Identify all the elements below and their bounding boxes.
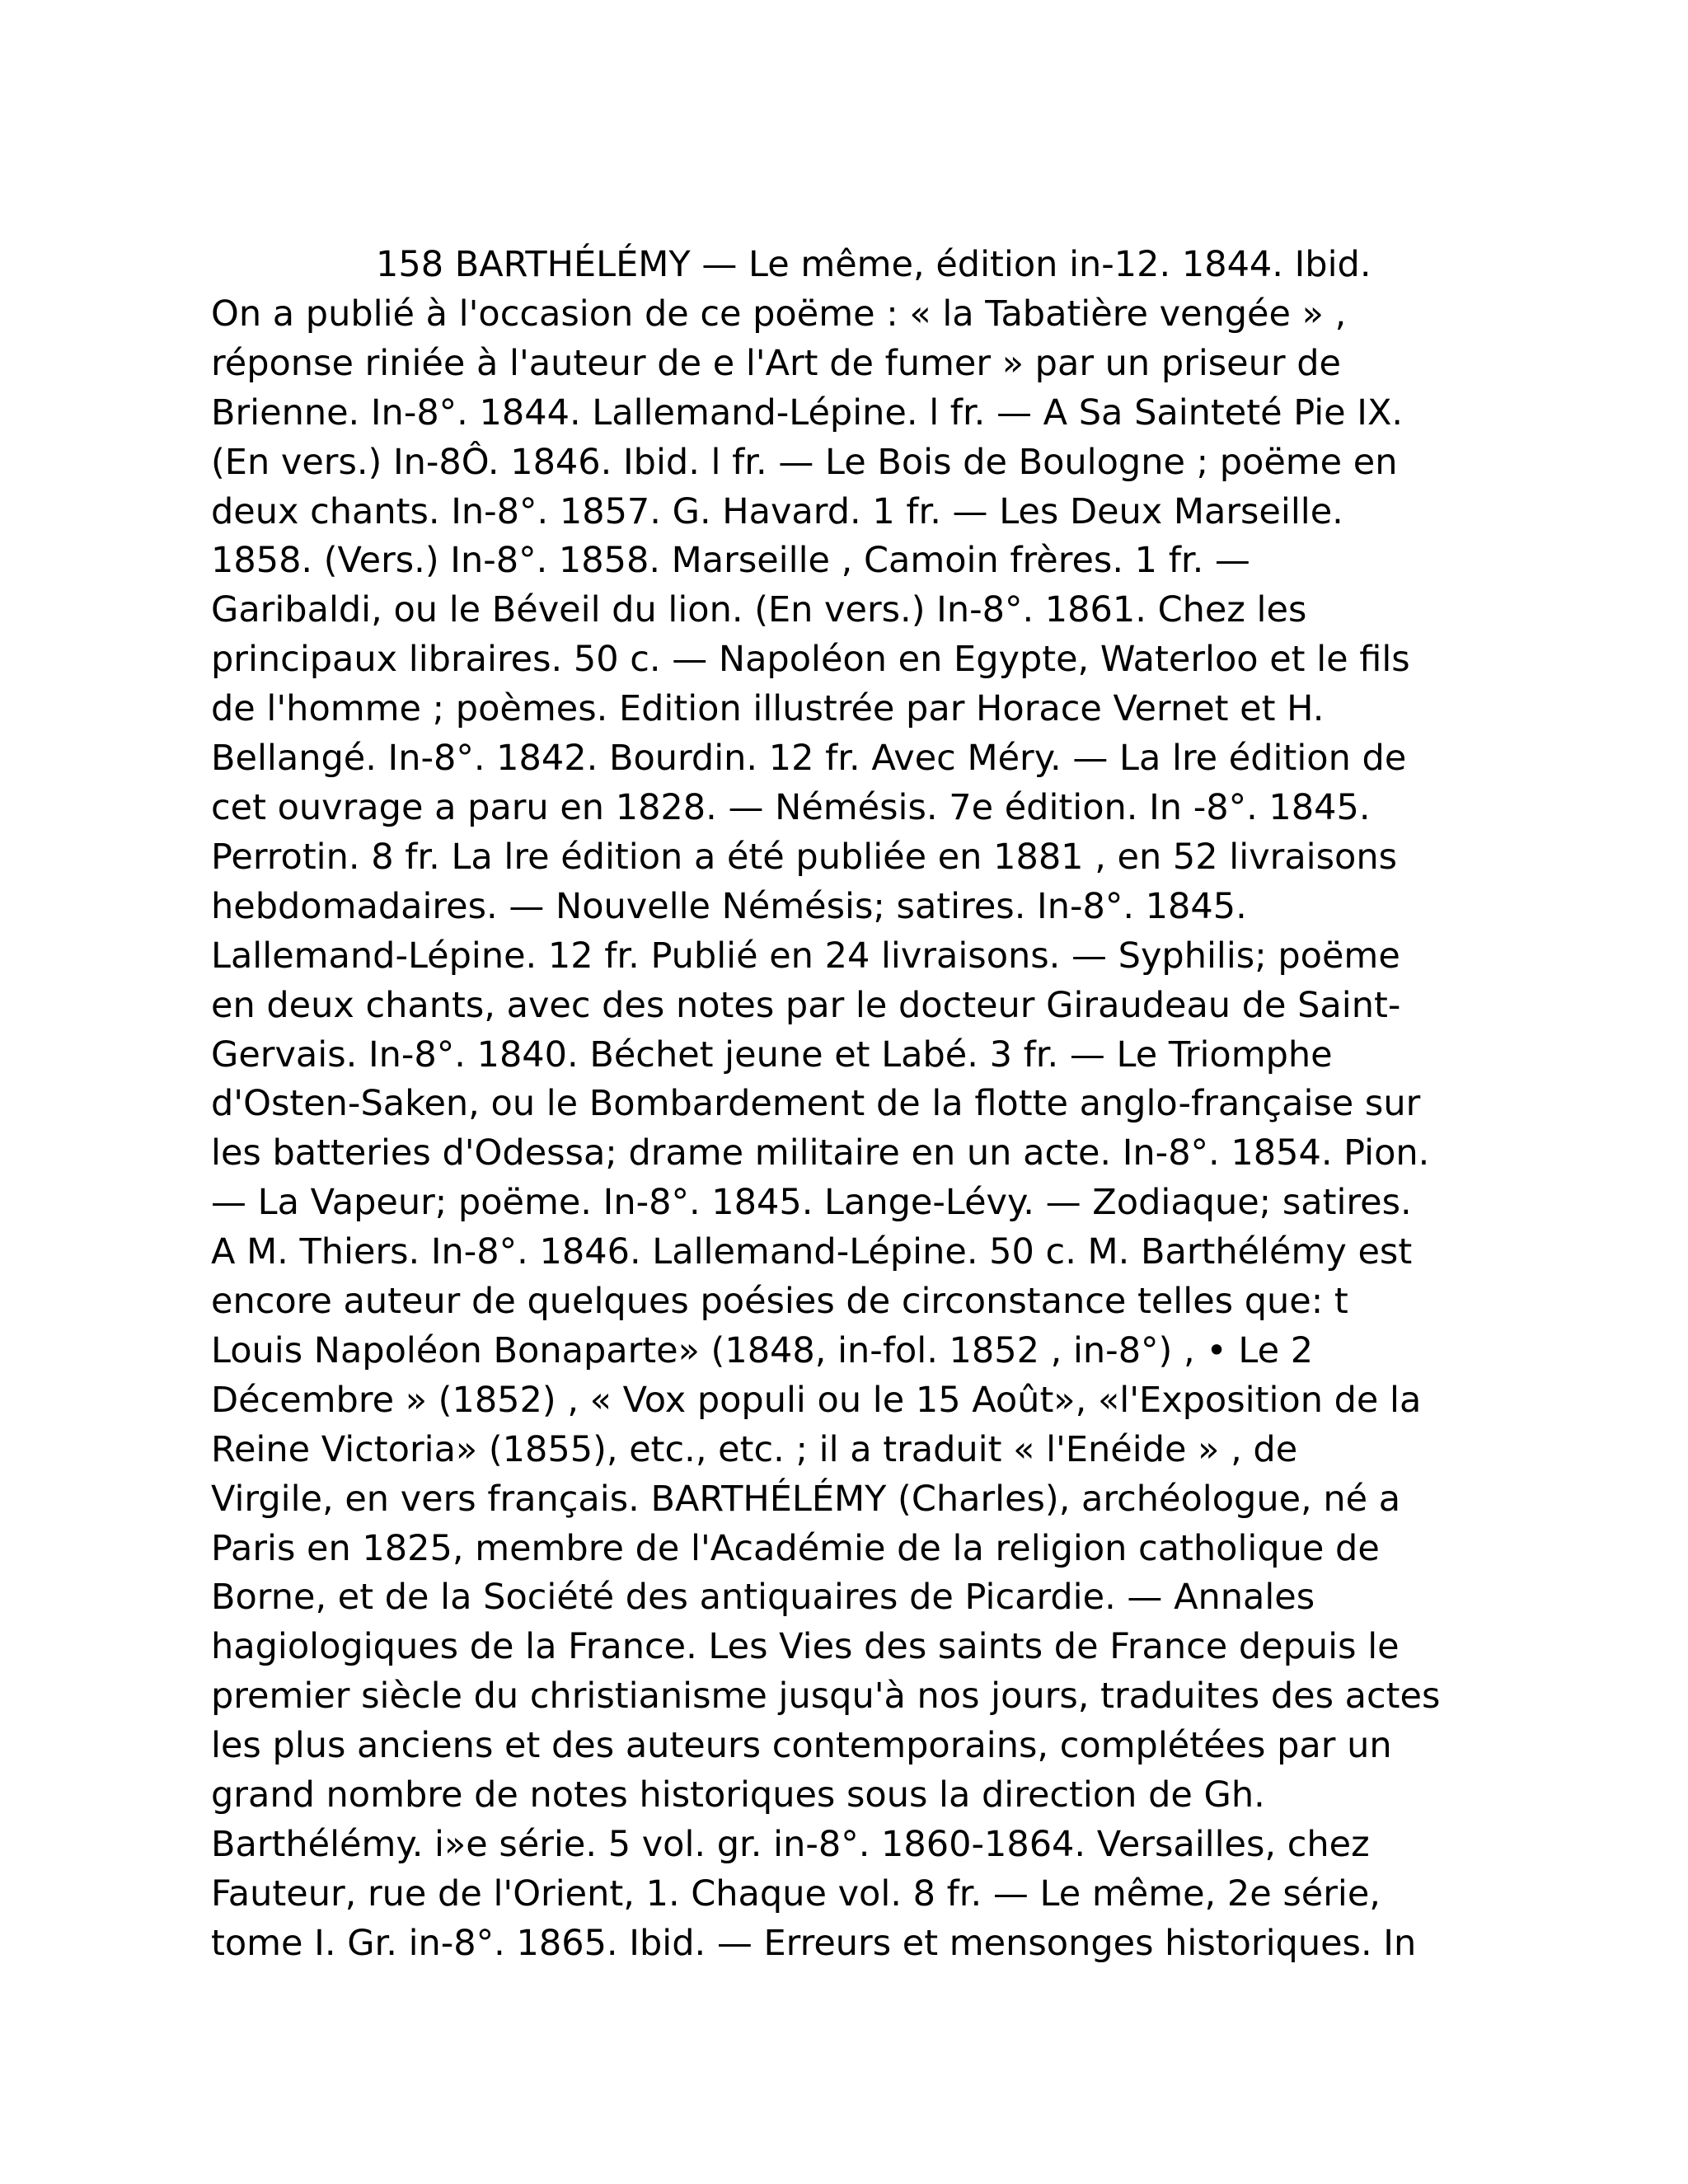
text-line: A M. Thiers. In-8°. 1846. Lallemand-Lépine. 50 c. M. Barthélémy est [211,1231,1413,1273]
text-line: — La Vapeur; poëme. In-8°. 1845. Lange-Lévy. — Zodiaque; satires. [211,1182,1412,1224]
text-line: Lallemand-Lépine. 12 fr. Publié en 24 livraisons. — Syphilis; poëme [211,935,1400,977]
text-line: Borne, et de la Société des antiquaires de Picardie. — Annales [211,1577,1315,1619]
entry-heading-line: 158 BARTHÉLÉMY — Le même, édition in-12. 1844. Ibid. [376,244,1372,285]
text-line: Barthélémy. i»e série. 5 vol. gr. in-8°. 1860-1864. Versailles, chez [211,1824,1370,1865]
text-line: hagiologiques de la France. Les Vies des saints de France depuis le [211,1626,1400,1668]
text-line: (En vers.) In-8Ô. 1846. Ibid. l fr. — Le Bois de Boulogne ; poëme en [211,441,1398,483]
text-line: Garibaldi, ou le Béveil du lion. (En vers.) In-8°. 1861. Chez les [211,589,1307,631]
text-line: les plus anciens et des auteurs contemporains, complétées par un [211,1725,1392,1767]
text-line: encore auteur de quelques poésies de circonstance telles que: t [211,1281,1348,1323]
text-line: Paris en 1825, membre de l'Académie de la religion catholique de [211,1527,1380,1569]
text-line: Louis Napoléon Bonaparte» (1848, in-fol. 1852 , in-8°) , • Le 2 [211,1329,1314,1371]
text-line: en deux chants, avec des notes par le docteur Giraudeau de Saint- [211,984,1401,1026]
text-line: cet ouvrage a paru en 1828. — Némésis. 7e édition. In -8°. 1845. [211,786,1371,828]
text-line: Virgile, en vers français. BARTHÉLÉMY (Charles), archéologue, né a [211,1478,1401,1520]
text-line: Bellangé. In-8°. 1842. Bourdin. 12 fr. Avec Méry. — La lre édition de [211,738,1407,780]
text-line: d'Osten-Saken, ou le Bombardement de la flotte anglo-française sur [211,1083,1421,1125]
text-line: Perrotin. 8 fr. La lre édition a été publiée en 1881 , en 52 livraisons [211,836,1397,878]
text-line: Gervais. In-8°. 1840. Béchet jeune et Labé. 3 fr. — Le Triomphe [211,1033,1333,1076]
text-line: deux chants. In-8°. 1857. G. Havard. 1 fr. — Les Deux Marseille. [211,490,1343,532]
text-line: de l'homme ; poèmes. Edition illustrée par Horace Vernet et H. [211,688,1325,730]
text-line: Décembre » (1852) , « Vox populi ou le 15 Août», «l'Exposition de la [211,1379,1422,1421]
body-text [211,241,1480,1969]
text-line: On a publié à l'occasion de ce poëme : « la Tabatière vengée » , [211,293,1347,335]
text-line: Reine Victoria» (1855), etc., etc. ; il a traduit « l'Enéide » , de [211,1428,1298,1470]
text-line: 1858. (Vers.) In-8°. 1858. Marseille , Camoin frères. 1 fr. — [211,540,1250,582]
text-line: tome I. Gr. in-8°. 1865. Ibid. — Erreurs et mensonges historiques. In [211,1922,1417,1964]
text-line: Fauteur, rue de l'Orient, 1. Chaque vol. 8 fr. — Le même, 2e série, [211,1872,1381,1915]
text-line: réponse riniée à l'auteur de e l'Art de fumer » par un priseur de [211,342,1341,384]
text-line: premier siècle du christianisme jusqu'à nos jours, traduites des actes [211,1675,1441,1718]
text-line: hebdomadaires. — Nouvelle Némésis; satires. In-8°. 1845. [211,885,1247,927]
text-line: grand nombre de notes historiques sous la direction de Gh. [211,1774,1265,1816]
text-line: les batteries d'Odessa; drame militaire en un acte. In-8°. 1854. Pion. [211,1132,1430,1174]
text-line: principaux libraires. 50 c. — Napoléon en Egypte, Waterloo et le fils [211,639,1410,681]
text-line: Brienne. In-8°. 1844. Lallemand-Lépine. l fr. — A Sa Sainteté Pie IX. [211,391,1404,434]
